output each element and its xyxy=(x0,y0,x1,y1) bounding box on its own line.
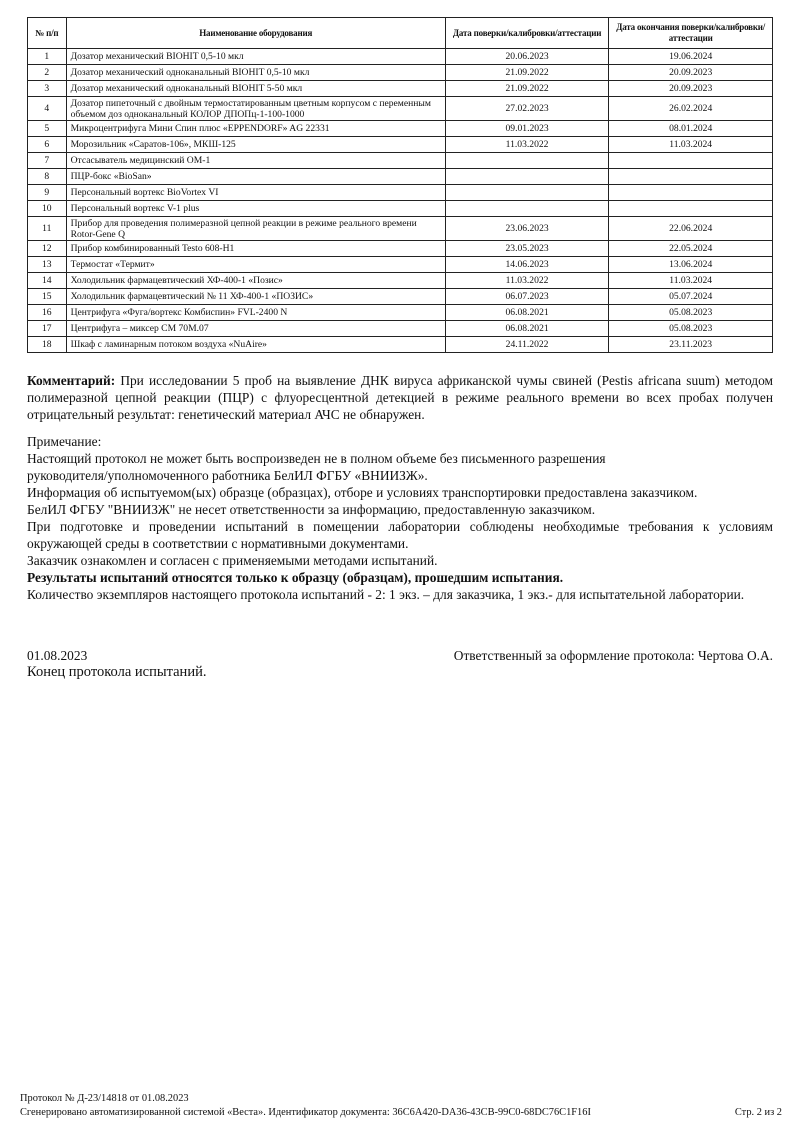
row-name: Персональный вортекс BioVortex VI xyxy=(66,185,445,201)
comment-label: Комментарий: xyxy=(27,373,116,388)
comment-text: При исследовании 5 проб на выявление ДНК вируса африканской чумы свиней (Pestis africana suum) методом полимеразной цепной реакции (ПЦР) с флуоресцентной детекцией в режиме реального времени во всех пробах получен отрицательный результат: генетический материал АЧС не обнаружен. xyxy=(27,373,773,422)
table-header-row xyxy=(28,18,773,49)
row-date-start: 06.08.2021 xyxy=(445,305,609,321)
row-date-start: 23.06.2023 xyxy=(445,217,609,241)
row-date-start: 20.06.2023 xyxy=(445,49,609,65)
notes-line-6: Результаты испытаний относятся только к образцу (образцам), прошедшим испытания. xyxy=(27,570,564,585)
row-date-end xyxy=(609,153,773,169)
header-num: № п/п xyxy=(28,18,67,49)
row-name: Дозатор пипеточный с двойным термостатированным цветным корпусом с переменным объемом доз одноканальный КОЛОР ДПОПц-1-100-1000 xyxy=(66,97,445,121)
row-date-end: 05.07.2024 xyxy=(609,289,773,305)
notes-line-2: Информация об испытуемом(ых) образце (образцах), отборе и условиях транспортировки предоставлена заказчиком. xyxy=(27,485,698,500)
row-num: 1 xyxy=(28,49,67,65)
equipment-table xyxy=(27,17,773,353)
table-row xyxy=(28,81,773,97)
footer-protocol-number: Протокол № Д-23/14818 от 01.08.2023 xyxy=(20,1093,189,1104)
table-row xyxy=(28,121,773,137)
row-date-end: 22.06.2024 xyxy=(609,217,773,241)
row-date-start: 09.01.2023 xyxy=(445,121,609,137)
equipment-table-body xyxy=(28,49,773,353)
row-name: Прибор комбинированный Testo 608-H1 xyxy=(66,241,445,257)
row-date-start xyxy=(445,201,609,217)
table-row xyxy=(28,137,773,153)
row-num: 7 xyxy=(28,153,67,169)
row-date-end: 26.02.2024 xyxy=(609,97,773,121)
row-date-start xyxy=(445,169,609,185)
row-date-end: 08.01.2024 xyxy=(609,121,773,137)
row-num: 12 xyxy=(28,241,67,257)
row-num: 10 xyxy=(28,201,67,217)
table-row xyxy=(28,321,773,337)
table-row xyxy=(28,305,773,321)
row-num: 11 xyxy=(28,217,67,241)
row-num: 16 xyxy=(28,305,67,321)
footer-generated: Сгенерировано автоматизированной системой «Веста». Идентификатор документа: 36C6A420-DA36-43CB-99C0-68DC76C1F16I xyxy=(20,1107,591,1118)
row-date-start: 14.06.2023 xyxy=(445,257,609,273)
row-num: 2 xyxy=(28,65,67,81)
row-name: Микроцентрифуга Мини Спин плюс «EPPENDORF» AG 22331 xyxy=(66,121,445,137)
header-name: Наименование оборудования xyxy=(66,18,445,49)
table-row xyxy=(28,289,773,305)
notes-line-1: Настоящий протокол не может быть воспроизведен не в полном объеме без письменного разрешения руководителя/уполномоченного работника БелИЛ ФГБУ «ВНИИЗЖ». xyxy=(27,451,606,483)
row-name: ПЦР-бокс «BioSan» xyxy=(66,169,445,185)
header-date-end: Дата окончания поверки/калибровки/аттестации xyxy=(609,18,773,49)
row-name: Дозатор механический BIOHIT 0,5-10 мкл xyxy=(66,49,445,65)
row-date-start: 06.07.2023 xyxy=(445,289,609,305)
row-name: Дозатор механический одноканальный BIOHIT 0,5-10 мкл xyxy=(66,65,445,81)
row-date-end: 13.06.2024 xyxy=(609,257,773,273)
row-date-start xyxy=(445,185,609,201)
row-name: Холодильник фармацевтический ХФ-400-1 «Позис» xyxy=(66,273,445,289)
row-date-start: 11.03.2022 xyxy=(445,137,609,153)
row-date-end: 20.09.2023 xyxy=(609,81,773,97)
footer-page-number: Стр. 2 из 2 xyxy=(734,1107,782,1118)
row-name: Шкаф с ламинарным потоком воздуха «NuAire» xyxy=(66,337,445,353)
notes-title: Примечание: xyxy=(27,434,102,449)
table-row xyxy=(28,273,773,289)
table-row xyxy=(28,97,773,121)
row-num: 17 xyxy=(28,321,67,337)
row-date-start: 24.11.2022 xyxy=(445,337,609,353)
row-date-end: 05.08.2023 xyxy=(609,321,773,337)
row-name: Персональный вортекс V-1 plus xyxy=(66,201,445,217)
row-date-end: 20.09.2023 xyxy=(609,65,773,81)
row-name: Морозильник «Саратов-106», МКШ-125 xyxy=(66,137,445,153)
table-row xyxy=(28,153,773,169)
row-num: 5 xyxy=(28,121,67,137)
row-num: 14 xyxy=(28,273,67,289)
row-date-start xyxy=(445,153,609,169)
row-date-start: 23.05.2023 xyxy=(445,241,609,257)
table-row xyxy=(28,241,773,257)
row-name: Термостат «Термит» xyxy=(66,257,445,273)
row-date-end: 11.03.2024 xyxy=(609,273,773,289)
row-name: Дозатор механический одноканальный BIOHIT 5-50 мкл xyxy=(66,81,445,97)
row-date-end: 19.06.2024 xyxy=(609,49,773,65)
row-date-start: 27.02.2023 xyxy=(445,97,609,121)
notes-line-7: Количество экземпляров настоящего протокола испытаний - 2: 1 экз. – для заказчика, 1 экз.- для испытательной лаборатории. xyxy=(27,587,745,602)
row-num: 18 xyxy=(28,337,67,353)
notes-line-3: БелИЛ ФГБУ "ВНИИЗЖ" не несет ответственности за информацию, предоставленную заказчиком. xyxy=(27,502,596,517)
row-num: 13 xyxy=(28,257,67,273)
table-row xyxy=(28,65,773,81)
row-date-end xyxy=(609,201,773,217)
row-num: 6 xyxy=(28,137,67,153)
row-date-end: 05.08.2023 xyxy=(609,305,773,321)
row-name: Центрифуга – миксер СМ 70М.07 xyxy=(66,321,445,337)
row-num: 15 xyxy=(28,289,67,305)
header-date-start: Дата поверки/калибровки/аттестации xyxy=(445,18,609,49)
row-date-start: 21.09.2022 xyxy=(445,81,609,97)
row-num: 3 xyxy=(28,81,67,97)
row-date-end: 23.11.2023 xyxy=(609,337,773,353)
row-date-end xyxy=(609,185,773,201)
row-date-end: 11.03.2024 xyxy=(609,137,773,153)
table-row xyxy=(28,169,773,185)
row-name: Центрифуга «Фуга/вортекс Комбиспин» FVL-2400 N xyxy=(66,305,445,321)
row-date-end: 22.05.2024 xyxy=(609,241,773,257)
row-date-start: 21.09.2022 xyxy=(445,65,609,81)
row-num: 8 xyxy=(28,169,67,185)
row-name: Отсасыватель медицинский ОМ-1 xyxy=(66,153,445,169)
signature-date: 01.08.2023 xyxy=(27,648,88,663)
comment-paragraph xyxy=(27,372,773,423)
notes-line-5: Заказчик ознакомлен и согласен с применяемыми методами испытаний. xyxy=(27,553,438,568)
table-row xyxy=(28,337,773,353)
row-date-start: 11.03.2022 xyxy=(445,273,609,289)
table-row xyxy=(28,201,773,217)
end-of-protocol: Конец протокола испытаний. xyxy=(27,664,207,680)
notes-line-4: При подготовке и проведении испытаний в помещении лаборатории соблюдены необходимые требования к условиям окружающей среды в соответствии с нормативными документами. xyxy=(27,519,773,551)
table-row xyxy=(28,49,773,65)
table-row xyxy=(28,217,773,241)
row-name: Прибор для проведения полимеразной цепной реакции в режиме реального времени Rotor-Gene Q xyxy=(66,217,445,241)
table-row xyxy=(28,257,773,273)
row-date-start: 06.08.2021 xyxy=(445,321,609,337)
row-name: Холодильник фармацевтический № 11 ХФ-400-1 «ПОЗИС» xyxy=(66,289,445,305)
row-date-end xyxy=(609,169,773,185)
table-row xyxy=(28,185,773,201)
row-num: 9 xyxy=(28,185,67,201)
row-num: 4 xyxy=(28,97,67,121)
signature-responsible: Ответственный за оформление протокола: Чертова О.А. xyxy=(453,648,773,663)
